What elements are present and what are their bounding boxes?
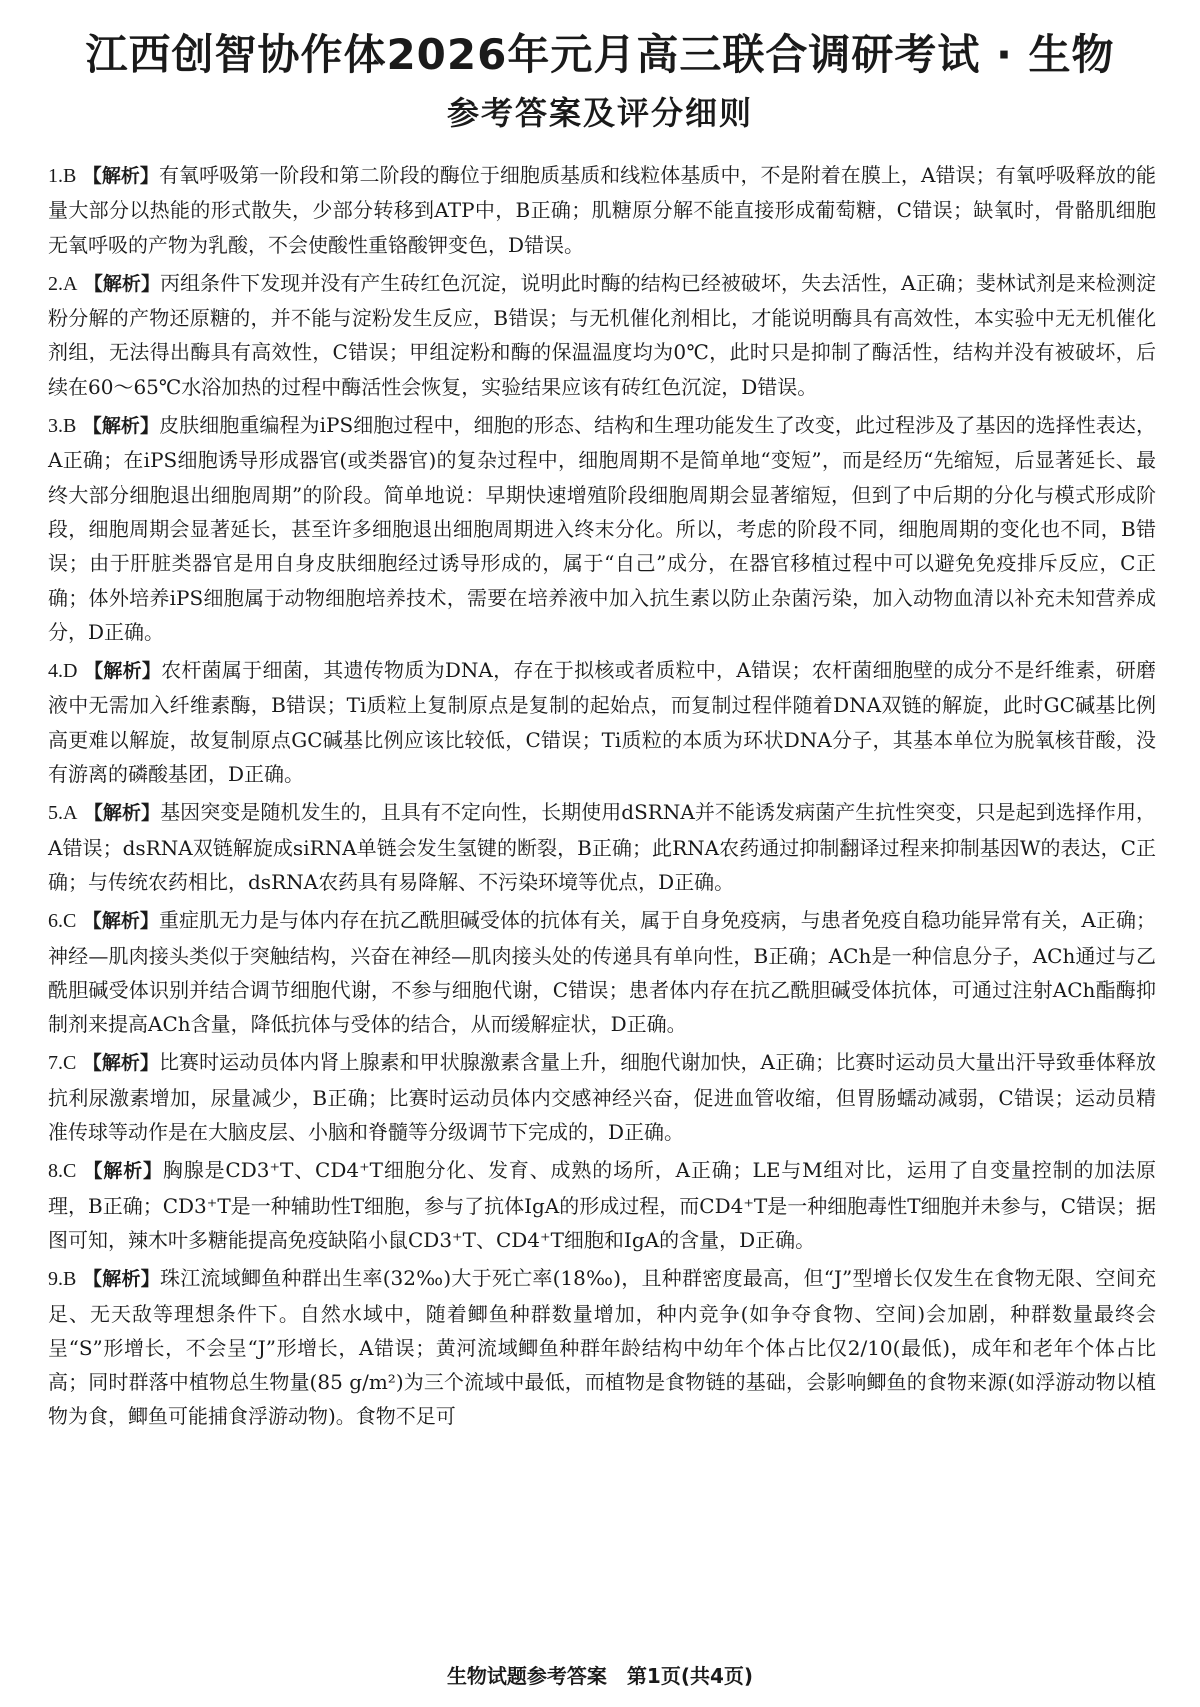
answer-item-9	[48, 1261, 1156, 1433]
analysis-tag: 【解析】	[83, 1160, 163, 1183]
analysis-tag: 【解析】	[82, 1268, 160, 1291]
analysis-text: 丙组条件下发现并没有产生砖红色沉淀，说明此时酶的结构已经被破坏，失去活性，A正确；斐林试剂是来检测淀粉分解的产物还原糖的，并不能与淀粉发生反应，B错误；与无机催化剂相比，才能说明酶具有高效性，本实验中无无机催化剂组，无法得出酶具有高效性，C错误；甲组淀粉和酶的保温温度均为0℃，此时只是抑制了酶活性，结构并没有被破坏，后续在60～65℃水浴加热的过程中酶活性会恢复，实验结果应该有砖红色沉淀，D错误。	[48, 270, 1156, 399]
answer-item-2	[48, 266, 1156, 404]
analysis-text: 胸腺是CD3⁺T、CD4⁺T细胞分化、发育、成熟的场所，A正确；LE与M组对比，运用了自变量控制的加法原理，B正确；CD3⁺T是一种辅助性T细胞，参与了抗体IgA的形成过程，而CD4⁺T是一种细胞毒性T细胞并未参与，C错误；据图可知，辣木叶多糖能提高免疫缺陷小鼠CD3⁺T、CD4⁺T细胞和IgA的含量，D正确。	[48, 1158, 1156, 1252]
item-number: 3.	[48, 415, 63, 438]
item-number: 2.	[48, 272, 63, 295]
item-number: 1.	[48, 165, 63, 187]
answer-key: A	[63, 272, 78, 295]
page-title: 江西创智协作体2026年元月高三联合调研考试 · 生物	[85, 30, 1115, 79]
page-footer: 生物试题参考答案 第1页(共4页)	[446, 1664, 754, 1688]
analysis-text: 比赛时运动员体内肾上腺素和甲状腺激素含量上升，细胞代谢加快，A正确；比赛时运动员大量出汗导致垂体释放抗利尿激素增加，尿量减少，B正确；比赛时运动员体内交感神经兴奋，促进血管收缩，但胃肠蠕动减弱，C错误；运动员精准传球等动作是在大脑皮层、小脑和脊髓等分级调节下完成的，D正确。	[48, 1050, 1156, 1145]
answer-item-4	[48, 653, 1156, 791]
analysis-tag: 【解析】	[82, 415, 160, 438]
analysis-tag: 【解析】	[82, 165, 159, 187]
analysis-text: 基因突变是随机发生的，且具有不定向性，长期使用dSRNA并不能诱发病菌产生抗性突变，只是起到选择作用，A错误；dsRNA双链解旋成siRNA单链会发生氢键的断裂，B正确；此RNA农药通过抑制翻译过程来抑制基因W的表达，C正确；与传统农药相比，dsRNA农药具有易降解、不污染环境等优点，D正确。	[48, 800, 1156, 894]
analysis-tag: 【解析】	[82, 1052, 159, 1075]
answer-key: B	[63, 165, 77, 187]
analysis-tag: 【解析】	[83, 802, 161, 825]
item-number: 5.	[48, 802, 63, 825]
answer-key: C	[63, 910, 77, 933]
answer-key: B	[63, 415, 77, 438]
answer-item-1	[48, 158, 1156, 262]
answer-item-8	[48, 1153, 1156, 1257]
answer-key: C	[63, 1052, 77, 1075]
analysis-tag: 【解析】	[84, 660, 162, 683]
analysis-tag: 【解析】	[83, 272, 160, 295]
item-number: 9.	[48, 1268, 63, 1291]
analysis-text: 农杆菌属于细菌，其遗传物质为DNA，存在于拟核或者质粒中，A错误；农杆菌细胞壁的成分不是纤维素，研磨液中无需加入纤维素酶，B错误；Ti质粒上复制原点是复制的起始点，而复制过程伴随着DNA双链的解旋，此时GC碱基比例高更难以解旋，故复制原点GC碱基比例应该比较低，C错误；Ti质粒的本质为环状DNA分子，其基本单位为脱氧核苷酸，没有游离的磷酸基团，D正确。	[48, 658, 1156, 787]
answer-key: C	[63, 1160, 77, 1183]
item-number: 8.	[48, 1160, 63, 1183]
analysis-text: 重症肌无力是与体内存在抗乙酰胆碱受体的抗体有关，属于自身免疫病，与患者免疫自稳功能异常有关，A正确；神经—肌肉接头类似于突触结构，兴奋在神经—肌肉接头处的传递具有单向性，B正确；ACh是一种信息分子，ACh通过与乙酰胆碱受体识别并结合调节细胞代谢，不参与细胞代谢，C错误；患者体内存在抗乙酰胆碱受体抗体，可通过注射ACh酯酶抑制剂来提高ACh含量，降低抗体与受体的结合，从而缓解症状，D正确。	[48, 908, 1156, 1037]
analysis-text: 有氧呼吸第一阶段和第二阶段的酶位于细胞质基质和线粒体基质中，不是附着在膜上，A错误；有氧呼吸释放的能量大部分以热能的形式散失，少部分转移到ATP中，B正确；肌糖原分解不能直接形成葡萄糖，C错误；缺氧时，骨骼肌细胞无氧呼吸的产物为乳酸，不会使酸性重铬酸钾变色，D错误。	[48, 163, 1156, 257]
answer-key: D	[63, 660, 78, 683]
answer-list	[48, 158, 1156, 1438]
answer-key: A	[63, 802, 78, 825]
answer-item-6	[48, 903, 1156, 1041]
analysis-tag: 【解析】	[82, 910, 159, 933]
item-number: 4.	[48, 660, 63, 683]
analysis-text: 皮肤细胞重编程为iPS细胞过程中，细胞的形态、结构和生理功能发生了改变，此过程涉及了基因的选择性表达，A正确；在iPS细胞诱导形成器官(或类器官)的复杂过程中，细胞周期不是简单地“变短”，而是经历“先缩短，后显著延长、最终大部分细胞退出细胞周期”的阶段。简单地说：早期快速增殖阶段细胞周期会显著缩短，但到了中后期的分化与模式形成阶段，细胞周期会显著延长，甚至许多细胞退出细胞周期进入终末分化。所以，考虑的阶段不同，细胞周期的变化也不同，B错误；由于肝脏类器官是用自身皮肤细胞经过诱导形成的，属于“自己”成分，在器官移植过程中可以避免免疫排斥反应，C正确；体外培养iPS细胞属于动物细胞培养技术，需要在培养液中加入抗生素以防止杂菌污染，加入动物血清以补充未知营养成分，D正确。	[48, 413, 1156, 644]
item-number: 6.	[48, 910, 63, 933]
answer-item-7	[48, 1045, 1156, 1149]
item-number: 7.	[48, 1052, 63, 1075]
answer-key: B	[63, 1268, 77, 1291]
answer-item-5	[48, 795, 1156, 899]
answer-item-3	[48, 408, 1156, 649]
analysis-text: 珠江流域鲫鱼种群出生率(32‰)大于死亡率(18‰)，且种群密度最高，但“J”型增长仅发生在食物无限、空间充足、无天敌等理想条件下。自然水域中，随着鲫鱼种群数量增加，种内竞争(如争夺食物、空间)会加剧，种群数量最终会呈“S”形增长，不会呈“J”形增长，A错误；黄河流域鲫鱼种群年龄结构中幼年个体占比仅2/10(最低)，成年和老年个体占比高；同时群落中植物总生物量(85 g/m²)为三个流域中最低，而植物是食物链的基础，会影响鲫鱼的食物来源(如浮游动物以植物为食，鲫鱼可能捕食浮游动物)。食物不足可	[48, 1266, 1156, 1429]
page-subtitle: 参考答案及评分细则	[446, 94, 753, 132]
